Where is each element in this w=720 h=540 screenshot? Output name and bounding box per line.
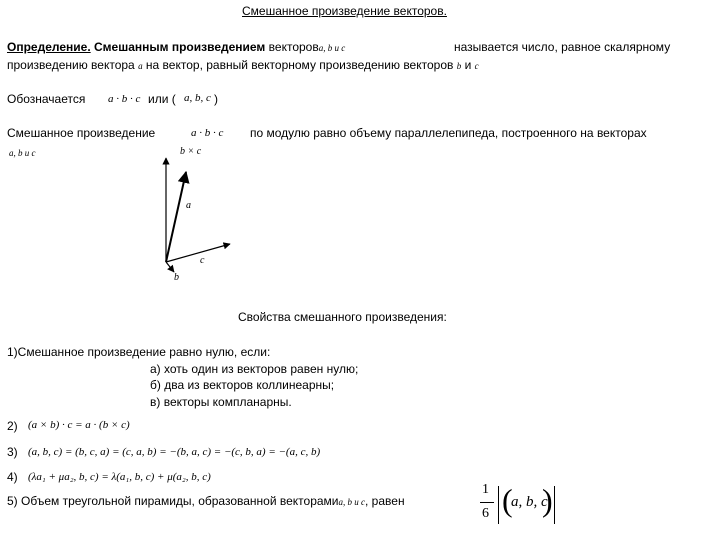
property-5-text: 5) Объем треугольной пирамиды, образованной векторами <box>7 494 339 508</box>
property-1-c: в) векторы компланарны. <box>150 395 292 409</box>
definition-term: Смешанным произведением <box>94 40 266 54</box>
fraction-denominator: 6 <box>482 506 489 521</box>
property-1-a: а) хоть один из векторов равен нулю; <box>150 362 359 376</box>
abs-bar-left <box>498 486 499 524</box>
property-3-formula: (a, b, c) = (b, c, a) = (c, a, b) = −(b, a, c) = −(c, b, a) = −(a, c, b) <box>28 446 321 458</box>
vector-c-arrow <box>166 244 230 262</box>
vector-a-inline: a <box>138 61 143 71</box>
properties-heading: Свойства смешанного произведения: <box>238 310 447 324</box>
geometry-formula: a · b · c <box>191 127 224 139</box>
paren-left: ( <box>502 482 513 518</box>
definition-text-1: векторов <box>268 40 319 54</box>
definition-line2-start: произведению вектора <box>7 58 135 72</box>
paren-right: ) <box>542 482 553 518</box>
notation-close: ) <box>214 92 218 106</box>
fraction-inner: a, b, c <box>511 494 548 510</box>
notation-formula-2: a, b, c <box>184 92 211 104</box>
notation-formula-1: a · b · c <box>108 93 141 105</box>
property-5 <box>7 494 405 508</box>
definition-line-1 <box>7 40 345 54</box>
property-1-intro: 1)Смешанное произведение равно нулю, если: <box>7 345 271 359</box>
property-5-equals: , равен <box>365 494 405 508</box>
vector-a-arrow <box>166 172 186 262</box>
label-a: a <box>186 200 191 211</box>
property-5-formula <box>480 482 560 528</box>
vector-figure <box>140 140 250 285</box>
fraction-bar <box>480 502 494 503</box>
definition-line2-mid: на вектор, равный векторному произведению векторов <box>145 58 454 72</box>
fraction-numerator: 1 <box>482 482 489 497</box>
label-c: c <box>200 255 205 266</box>
abs-bar-right <box>554 486 555 524</box>
label-b: b <box>174 272 179 283</box>
page-title: Смешанное произведение векторов. <box>242 4 447 18</box>
definition-label: Определение. <box>7 40 91 54</box>
property-2-formula: (a × b) · c = a · (b × c) <box>28 419 130 431</box>
definition-line-2 <box>7 58 479 72</box>
definition-and: и <box>464 58 472 72</box>
property-2-label: 2) <box>7 419 18 433</box>
vector-c-inline: c <box>474 61 479 71</box>
geometry-text-end: по модулю равно объему параллелепипеда, построенного на векторах <box>250 126 647 140</box>
definition-vectors: a, b и c <box>318 43 346 53</box>
property-4-formula: (λa₁ + μa₂, b, c) = λ(a₁, b, c) + μ(a₂, b, c) <box>28 471 211 483</box>
property-3-label: 3) <box>7 445 18 459</box>
notation-or: или ( <box>148 92 176 106</box>
label-bxc: b × c <box>180 146 202 157</box>
vector-b-arrow <box>166 262 174 272</box>
geometry-vectors: a, b и c <box>9 148 36 158</box>
notation-label: Обозначается <box>7 92 86 106</box>
property-5-vectors: a, b и c <box>338 497 366 507</box>
geometry-text-start: Смешанное произведение <box>7 126 156 140</box>
vector-b-inline: b <box>456 61 462 71</box>
definition-text-2: называется число, равное скалярному <box>454 40 671 54</box>
property-4-label: 4) <box>7 470 18 484</box>
property-1-b: б) два из векторов коллинеарны; <box>150 378 335 392</box>
